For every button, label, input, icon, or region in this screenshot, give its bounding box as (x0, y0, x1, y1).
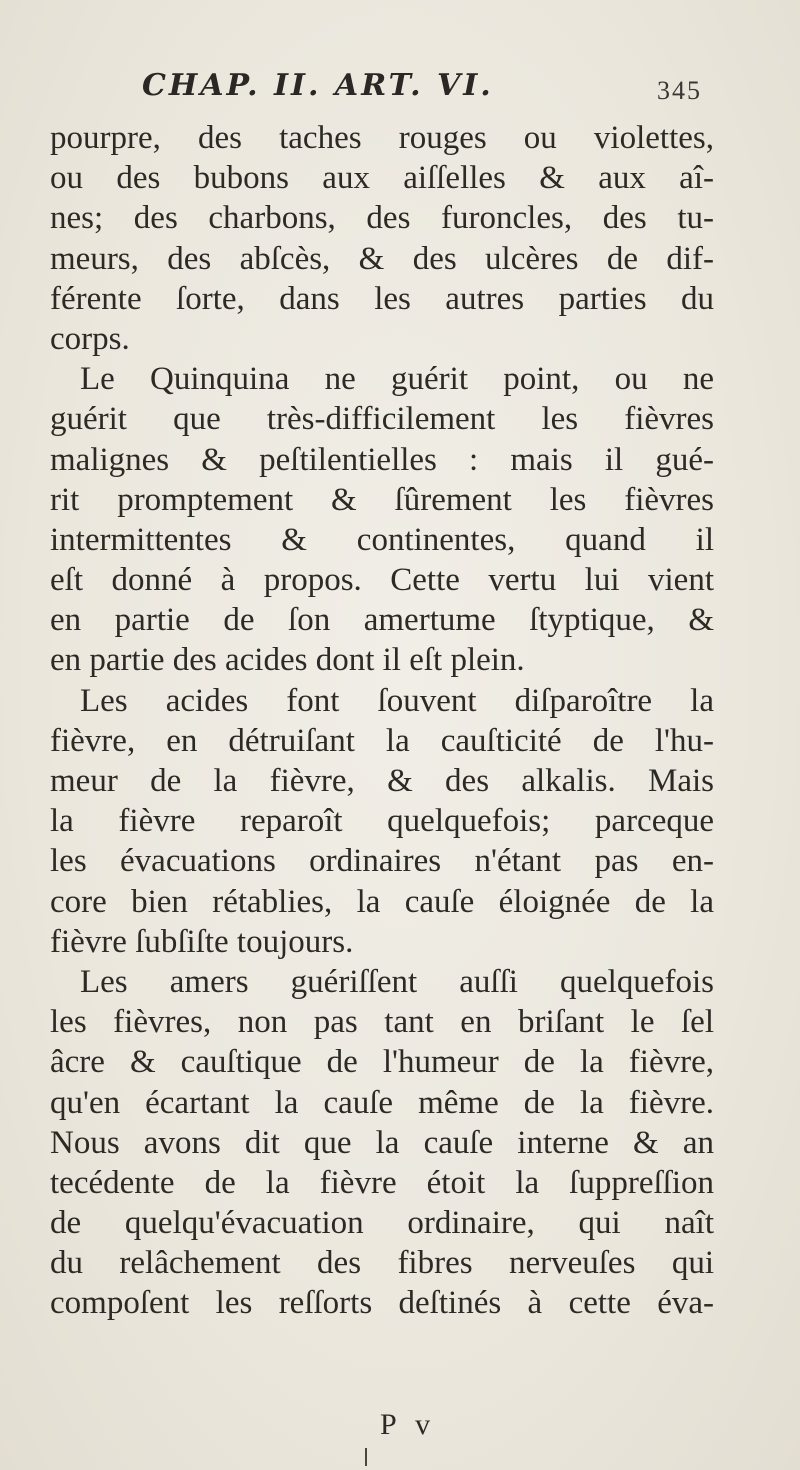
paragraph-start-line: Le Quinquina ne guérit point, ou ne (80, 361, 714, 398)
running-head: CHAP. II. ART. VI. (142, 68, 494, 103)
text-line: férente ſorte, dans les autres parties du (50, 280, 714, 317)
page-number: 345 (657, 76, 702, 105)
text-line: en partie des acides dont il eſt plein. (50, 642, 525, 679)
paragraph-start-line: Les amers guériſſent auſſi quelquefois (80, 963, 714, 1000)
text-line: âcre & cauſtique de l'humeur de la fièvre, (50, 1044, 714, 1081)
text-line: ou des bubons aux aiſſelles & aux aî- (50, 160, 714, 197)
text-line: guérit que très-difficilement les fièvres (50, 401, 714, 438)
text-line: rit promptement & ſûrement les fièvres (50, 481, 714, 518)
text-line: qu'en écartant la cauſe même de la fièvre. (50, 1084, 714, 1121)
text-line: meurs, des abſcès, & des ulcères de dif- (50, 240, 714, 277)
text-line: intermittentes & continentes, quand il (50, 521, 714, 558)
paragraph-start-line: Les acides font ſouvent diſparoître la (80, 682, 714, 719)
text-line: fièvre, en détruiſant la cauſticité de l'hu- (50, 722, 714, 759)
text-line: tecédente de la fièvre étoit la ſuppreſſion (50, 1164, 714, 1201)
text-line: core bien rétablies, la cauſe éloignée de la (50, 883, 714, 920)
text-line: malignes & peſtilentielles : mais il gué- (50, 441, 714, 478)
text-line: de quelqu'évacuation ordinaire, qui naît (50, 1205, 714, 1242)
text-line: Nous avons dit que la cauſe interne & an (50, 1124, 714, 1161)
text-line: corps. (50, 320, 130, 357)
text-line: eſt donné à propos. Cette vertu lui vient (50, 562, 714, 599)
signature-mark: P v (380, 1408, 437, 1441)
body-text (50, 118, 714, 1324)
page-header (142, 68, 702, 112)
text-line: fièvre ſubſiſte toujours. (50, 923, 354, 960)
stray-ink-mark (365, 1448, 367, 1466)
text-line: nes; des charbons, des furoncles, des tu- (50, 200, 714, 237)
text-line: la fièvre reparoît quelquefois; parceque (50, 803, 714, 840)
text-line: meur de la fièvre, & des alkalis. Mais (50, 763, 714, 799)
text-line: du relâchement des fibres nerveuſes qui (50, 1245, 714, 1282)
text-line: compoſent les reſſorts deſtinés à cette éva- (50, 1285, 714, 1322)
text-line: en partie de ſon amertume ſtyptique, & (50, 602, 714, 639)
text-line: les évacuations ordinaires n'étant pas en- (50, 843, 714, 880)
text-line: pourpre, des taches rouges ou violettes, (50, 120, 714, 156)
text-line: les fièvres, non pas tant en briſant le ſel (50, 1004, 714, 1041)
